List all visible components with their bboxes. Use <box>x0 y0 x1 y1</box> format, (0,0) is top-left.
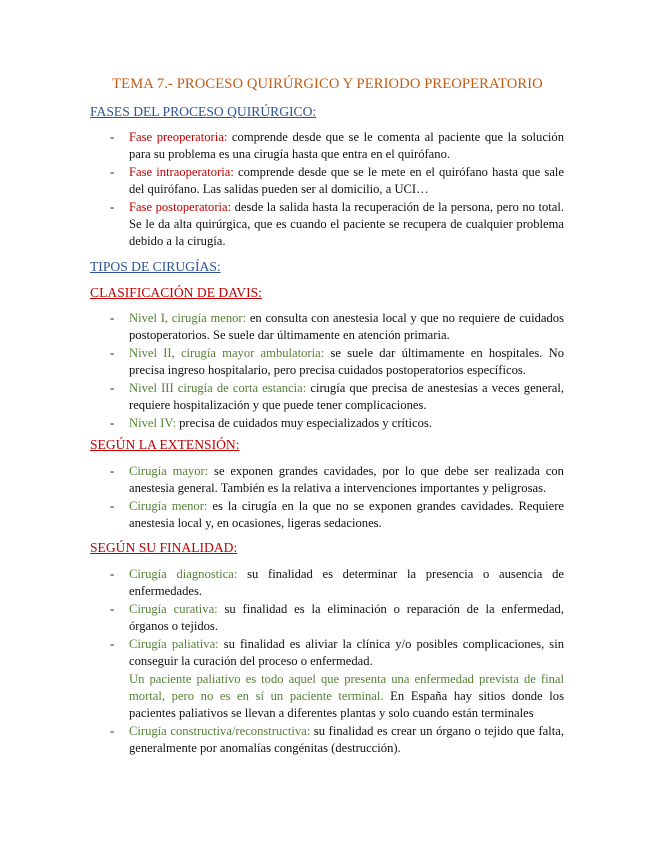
list-item <box>90 636 564 670</box>
heading-davis: CLASIFICACIÓN DE DAVIS: <box>90 285 262 300</box>
list-item <box>90 129 564 163</box>
item-label: Nivel III cirugía de corta estancia: <box>129 381 307 395</box>
heading-tipos: TIPOS DE CIRUGÍAS: <box>90 259 221 274</box>
list-item <box>90 601 564 635</box>
list-item <box>90 463 564 497</box>
list-item <box>90 199 564 250</box>
item-label: Nivel IV: <box>129 416 176 430</box>
list-item <box>90 164 564 198</box>
heading-extension: SEGÚN LA EXTENSIÓN: <box>90 437 240 452</box>
item-text: su finalidad es aliviar la clínica y/o posibles complicaciones, sin conseguir la curación del proceso o enfermedad. <box>129 637 564 668</box>
item-text: es la cirugía en la que no se exponen grandes cavidades. Requiere anestesia local y, en ocasiones, ligeras sedaciones. <box>129 499 564 530</box>
item-label: Nivel II, cirugía mayor ambulatoria: <box>129 346 325 360</box>
item-text: precisa de cuidados muy especializados y críticos. <box>175 416 432 430</box>
item-text: su finalidad es la eliminación o reparación de la enfermedad, órganos o tejidos. <box>129 602 564 633</box>
item-text: en consulta con anestesia local y que no requiere de cuidados postoperatorios. Se suele dar últimamente en atención primaria. <box>129 311 564 342</box>
item-text: cirugía que precisa de anestesias a veces general, requiere hospitalización y que puede tener complicaciones. <box>129 381 564 412</box>
item-label: Cirugía menor: <box>129 499 208 513</box>
item-text: su finalidad es determinar la presencia o ausencia de enfermedades. <box>129 567 564 598</box>
list-item <box>90 723 564 757</box>
list-item <box>90 566 564 600</box>
item-text: su finalidad es crear un órgano o tejido que falta, generalmente por anomalías congénitas (destrucción). <box>129 724 564 755</box>
item-label: Fase preoperatoria: <box>129 130 228 144</box>
item-label: Cirugía constructiva/reconstructiva: <box>129 724 311 738</box>
list-fases <box>90 129 564 251</box>
item-text: se suele dar últimamente en hospitales. No precisa ingreso hospitalario, pero precisa cuidados postoperatorios específicos. <box>129 346 564 377</box>
list-extension <box>90 463 564 533</box>
heading-fases: FASES DEL PROCESO QUIRÚRGICO: <box>90 104 317 119</box>
list-item <box>90 380 564 414</box>
item-label: Cirugía mayor: <box>129 464 209 478</box>
item-label: Fase intraoperatoria: <box>129 165 234 179</box>
note-black: En España hay sitios donde los pacientes paliativos se llevan a diferentes plantas y solo cuando están terminales <box>129 689 564 720</box>
item-label: Fase postoperatoria: <box>129 200 232 214</box>
item-label: Nivel I, cirugía menor: <box>129 311 247 325</box>
paliativo-note <box>90 671 564 722</box>
list-item <box>90 345 564 379</box>
item-label: Cirugía curativa: <box>129 602 218 616</box>
item-label: Cirugía diagnostica: <box>129 567 238 581</box>
heading-finalidad: SEGÚN SU FINALIDAD: <box>90 540 238 555</box>
list-item <box>90 498 564 532</box>
page-title: TEMA 7.- PROCESO QUIRÚRGICO Y PERIODO PREOPERATORIO <box>112 76 543 92</box>
list-finalidad <box>90 566 564 758</box>
item-text: comprende desde que se le mete en el quirófano hasta que sale del quirófano. Las salidas pueden ser al domicilio, a UCI… <box>129 165 565 196</box>
item-text: se exponen grandes cavidades, por lo que debe ser realizada con anestesia general. También es la relativa a intervenciones importantes y peligrosas. <box>129 464 564 495</box>
list-item <box>90 310 564 344</box>
item-text: desde la salida hasta la recuperación de la persona, pero no total. Se le da alta quirúrgica, que es cuando el paciente se recupera de cualquier problema debido a la cirugía. <box>129 200 564 248</box>
list-davis <box>90 310 564 433</box>
item-text: comprende desde que se le comenta al paciente que la solución para su problema es una cirugía hasta que entra en el quirófano. <box>129 130 565 161</box>
list-item <box>90 415 564 432</box>
item-label: Cirugía paliativa: <box>129 637 219 651</box>
note-green: Un paciente paliativo es todo aquel que presenta una enfermedad prevista de final mortal, pero no es en sí un paciente terminal. <box>129 672 564 703</box>
